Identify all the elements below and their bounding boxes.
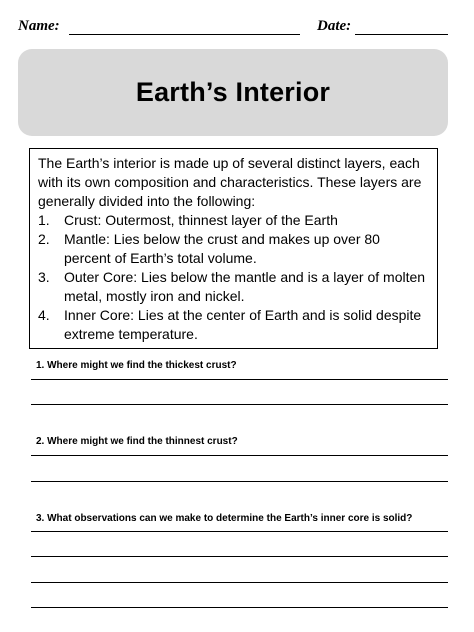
layer-item-mantle	[38, 230, 429, 268]
layer-item-outer-core	[38, 268, 429, 306]
question-2: 2. Where might we find the thinnest crust?	[36, 436, 238, 447]
answer-line[interactable]	[31, 379, 448, 380]
list-number: 1.	[38, 212, 50, 228]
list-number: 3.	[38, 269, 50, 285]
answer-line[interactable]	[31, 455, 448, 456]
info-intro: The Earth’s interior is made up of several distinct layers, each with its own composition and characteristics. These layers are generally divided into the following:	[38, 155, 422, 209]
answer-line[interactable]	[31, 607, 448, 608]
list-item-text: Outer Core: Lies below the mantle and is a layer of molten metal, mostly iron and nickel.	[64, 269, 426, 304]
question-3: 3. What observations can we make to determine the Earth’s inner core is solid?	[36, 513, 413, 524]
name-label: Name:	[18, 18, 60, 34]
question-1: 1. Where might we find the thickest crust?	[36, 360, 237, 371]
answer-line[interactable]	[31, 404, 448, 405]
date-field-line[interactable]	[355, 34, 448, 35]
name-field-line[interactable]	[69, 34, 300, 35]
layer-list	[38, 211, 429, 344]
list-item-text: Crust: Outermost, thinnest layer of the Earth	[64, 212, 338, 228]
list-item-text: Inner Core: Lies at the center of Earth and is solid despite extreme temperature.	[64, 307, 422, 342]
header-row	[18, 16, 448, 36]
title-banner	[18, 49, 448, 136]
answer-line[interactable]	[31, 556, 448, 557]
answer-line[interactable]	[31, 481, 448, 482]
list-number: 4.	[38, 307, 50, 323]
date-label: Date:	[317, 18, 352, 34]
layer-item-crust	[38, 211, 429, 230]
info-box	[29, 148, 438, 349]
answer-line[interactable]	[31, 582, 448, 583]
list-number: 2.	[38, 231, 50, 247]
page-title: Earth’s Interior	[135, 77, 331, 107]
list-item-text: Mantle: Lies below the crust and makes up over 80 percent of Earth’s total volume.	[64, 231, 380, 266]
answer-line[interactable]	[31, 531, 448, 532]
layer-item-inner-core	[38, 306, 429, 344]
